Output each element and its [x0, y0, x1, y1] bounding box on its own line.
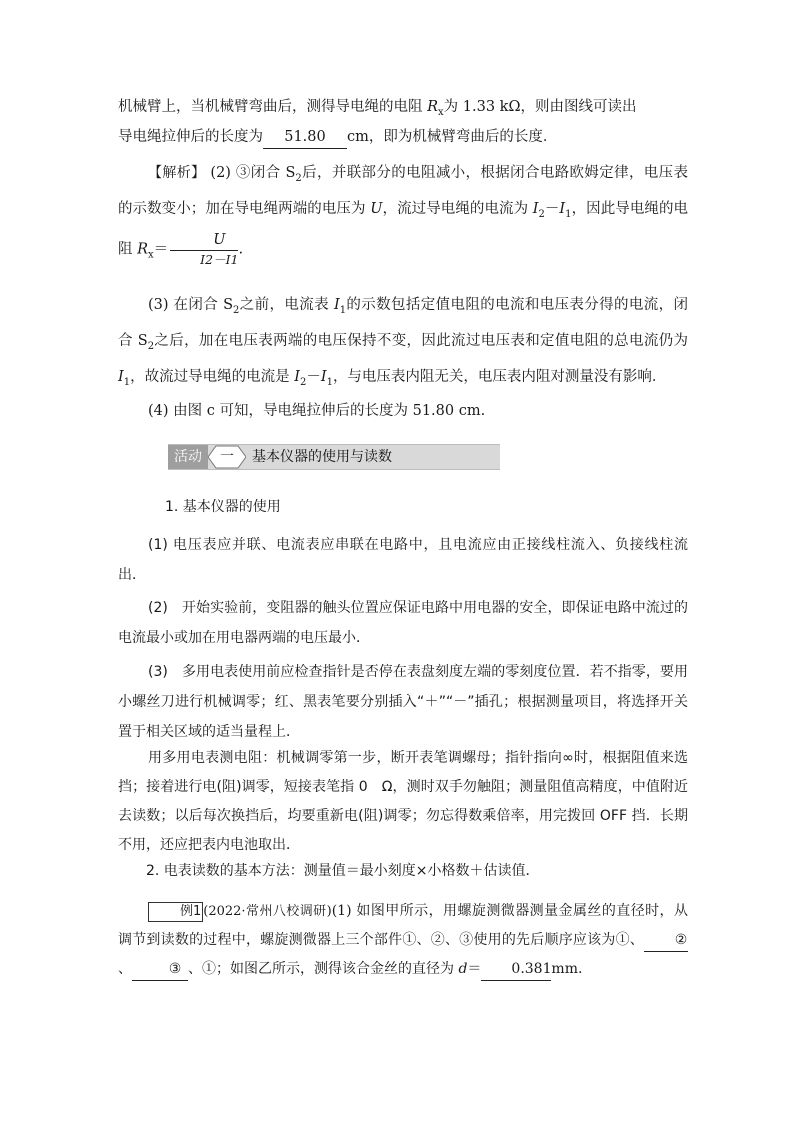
- analysis-paragraph-1: 【解析】 (2) ③闭合 $S_2$后，并联部分的电阻减小，根据闭合电路欧姆定律，电压表的示数变小；加在导电绳两端的电压为 U，流过导电绳的电流为 $I_2-I_1$，因此导电绳的电阻 $R_x=$ $\frac{U}{I2-I1}$ .: [118, 165, 689, 267]
- activity-number-badge: 一: [208, 445, 246, 469]
- answer-blank-3: 0.381: [481, 958, 551, 981]
- resistance-fraction: $\frac{U}{I2-I1}$: [170, 230, 238, 269]
- answer-blank-1: ②: [644, 929, 688, 952]
- section-1-item-4: 用多用电表测电阻：机械调零第一步，断开表笔调螺母；指针指向∞时，根据阻值来选挡；接着进行电(阻)调零，短接表笔指 0 Ω，测时双手勿触阻；测量阻值高精度，中值附近去读数；以后每次换挡后，均要重新电(阻)调零；勿忘得数乘倍率，用完拨回 OFF 挡．长期不用，还应把表内电池取出．: [118, 750, 688, 853]
- example-tag: 例1: [148, 902, 203, 922]
- activity-title: 基本仪器的使用与读数: [252, 449, 392, 465]
- analysis-label: 【解析】: [148, 165, 206, 181]
- analysis-paragraph-3: (4) 由图 c 可知，导电绳拉伸后的长度为 51.80 cm.: [148, 403, 486, 419]
- activity-label: 活动: [168, 445, 208, 469]
- analysis-paragraph-2: (3) 在闭合 $S_2$之前，电流表 $I_1$的示数包括定值电阻的电流和电压表分得的电流，闭合 $S_2$之后，加在电压表两端的电压保持不变，因此流过电压表和定值电阻的总电流仍为 $I_1$，故流过导电绳的电流是 $I_2-I_1$，与电压表内阻无关，电压表内阻对测量没有影响．: [118, 297, 689, 388]
- activity-banner: [168, 444, 500, 470]
- section-1-item-3: (3) 多用电表使用前应检查指针是否停在表盘刻度左端的零刻度位置．若不指零，要用小螺丝刀进行机械调零；红、黑表笔要分别插入“＋”“－”插孔；根据测量项目，将选择开关置于相关区域的适当量程上．: [118, 664, 688, 740]
- section-1-item-2: (2) 开始实验前，变阻器的触头位置应保证电路中用电器的安全，即保证电路中流过的电流最小或加在用电器两端的电压最小．: [118, 600, 688, 646]
- section-2-heading: 2. 电表读数的基本方法：测量值＝最小刻度×小格数＋估读值．: [146, 863, 540, 879]
- intro-line-1: 机械臂上，当机械臂弯曲后，测得导电绳的电阻 $R_x$为 1.33 kΩ，则由图线可读出: [118, 99, 637, 118]
- section-1-item-1: (1) 电压表应并联、电流表应串联在电路中，且电流应由正接线柱流入、负接线柱流出．: [118, 537, 688, 583]
- example-1: 例1 (2022·常州八校调研)(1) 如图甲所示，用螺旋测微器测量金属丝的直径时，从调节到读数的过程中，螺旋测微器上三个部件①、②、③使用的先后顺序应该为①、 ②、 ③ 、①；如图乙所示，测得该合金丝的直径为 d＝ 0.381mm.: [118, 897, 688, 984]
- intro-line-2: 导电绳拉伸后的长度为 51.80 cm，即为机械臂弯曲后的长度．: [118, 122, 688, 152]
- section-1-heading: 1. 基本仪器的使用: [165, 499, 281, 515]
- answer-blank-length: 51.80: [263, 126, 347, 149]
- answer-blank-2: ③: [132, 958, 188, 981]
